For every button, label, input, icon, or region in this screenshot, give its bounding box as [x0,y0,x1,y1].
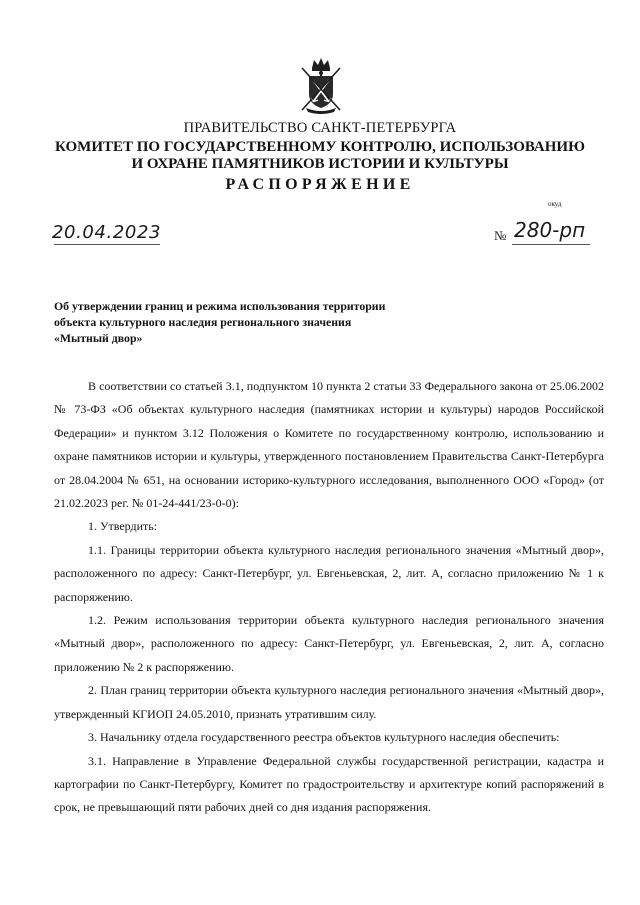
paragraph-item-3: 3. Начальнику отдела государственного реестра объектов культурного наследия обеспечить: [88,730,560,745]
number-underline [512,244,590,245]
government-name: ПРАВИТЕЛЬСТВО САНКТ-ПЕТЕРБУРГА [183,120,457,136]
subject-line2: объекта культурного наследия регионального значения [54,315,352,329]
subject-line3: «Мытный двор» [54,331,143,345]
handwritten-date: 20.04.2023 [52,222,162,243]
subject-line1: Об утверждении границ и режима использования территории [54,299,386,313]
paragraph-item-2: 2. План границ территории объекта культурного наследия регионального значения «Мытный двор», утвержденный КГИОП 24.05.2010, признать утратившим силу. [54,683,604,721]
handwritten-document-number: 280-рп [514,218,586,242]
paragraph-item-1-1: 1.1. Границы территории объекта культурного наследия регионального значения «Мытный двор», расположенного по адресу: Санкт-Петербург, ул. Евгеньевская, 2, лит. А, согласно приложению № 1 к распоряжению. [54,542,604,604]
paragraph-preamble: В соответствии со статьей 3.1, подпунктом 10 пункта 2 статьи 33 Федерального закона от 25.06.2002 № 73-ФЗ «Об объектах культурного наследия (памятниках истории и культуры) народов Российской Федерации» и пунктом 3.12 Положения о Комитете по государственному контролю, использованию и охране памятников истории и культуры, утвержденного постановлением Правительства Санкт-Петербурга от 28.04.2004 № 651, на основании историко-культурного исследования, выполненного ООО «Город» (от 21.02.2023 рег. № 01-24-441/23-0-0): [54,379,604,511]
committee-name-line1: КОМИТЕТ ПО ГОСУДАРСТВЕННОМУ КОНТРОЛЮ, ИСПОЛЬЗОВАНИЮ [55,139,585,155]
paragraph-item-1: 1. Утвердить: [88,519,158,534]
committee-name-line2: И ОХРАНЕ ПАМЯТНИКОВ ИСТОРИИ И КУЛЬТУРЫ [131,156,509,172]
number-sign: № [494,228,507,243]
document-type-title: РАСПОРЯЖЕНИЕ [225,176,415,193]
paragraph-item-1-2: 1.2. Режим использования территории объекта культурного наследия регионального значения «Мытный двор», расположенного по адресу: Санкт-Петербург, ул. Евгеньевская, 2, лит. А, согласно приложению № 2 к распоряжению. [54,613,604,674]
document-body [54,375,604,820]
date-underline [54,244,160,245]
paragraph-item-3-1: 3.1. Направление в Управление Федеральной службы государственной регистрации, кадастра и картографии по Санкт-Петербургу, Комитет по градостроительству и архитектуре копий распоряжений в срок, не превышающий пяти рабочих дней со дня издания распоряжения. [54,753,604,815]
coat-of-arms-emblem [298,56,344,114]
okud-label: окуд [548,200,562,208]
document-subject [54,298,385,346]
